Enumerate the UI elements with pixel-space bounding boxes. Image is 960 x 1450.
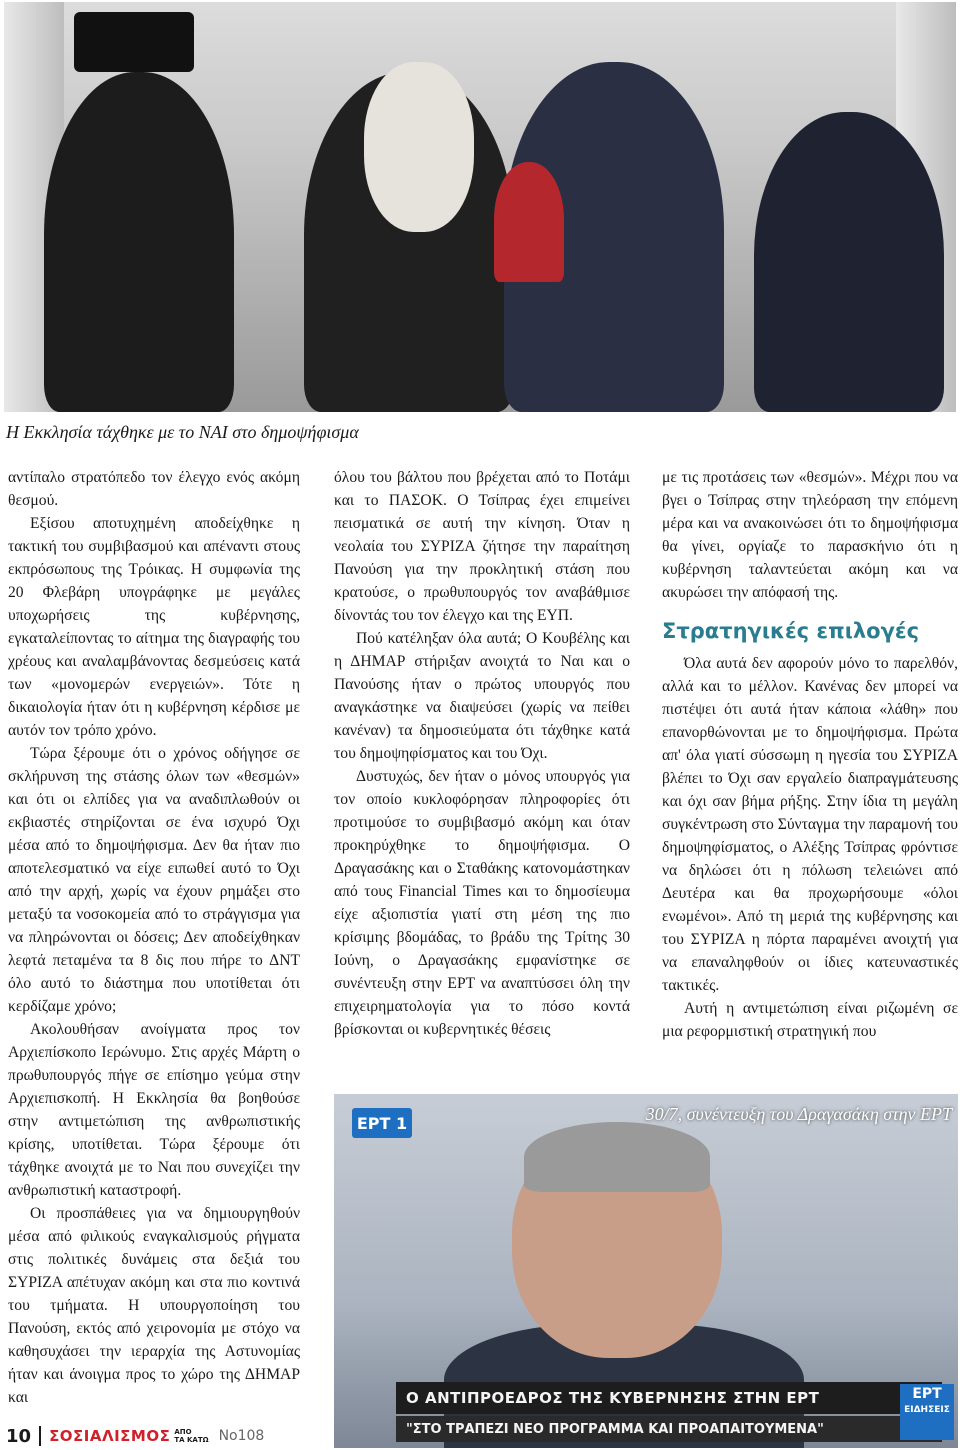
archbishop-beard — [364, 62, 474, 232]
man-right-figure — [754, 112, 944, 412]
red-shirt-figure — [494, 162, 564, 282]
paragraph: Οι προσπάθειες για να δημιουργηθούν μέσα από φιλικούς εναγκαλισμούς ρήγματα στις πολιτικές δυνάμεις στα δεξιά του ΣΥΡΙΖΑ απέτυχαν ακόμη και στα πιο κοντινά του τμήματα. Η υπουργοποίηση του Πανούση, εκτός από χειρονομία με στόχο να καθησυχάσει την ιεραρχία της Αστυνομίας ήταν και άνοιγμα προς το χώρο της ΔΗΜΑΡ και — [8, 1205, 300, 1406]
tv-hair — [524, 1122, 710, 1192]
tv-banner: Ο ΑΝΤΙΠΡΟΕΔΡΟΣ ΤΗΣ ΚΥΒΕΡΝΗΣΗΣ ΣΤΗΝ ΕΡΤ — [396, 1382, 942, 1414]
tv-photo — [334, 1094, 958, 1448]
tv-photo-caption: 30/7, συνέντευξη του Δραγασάκη στην ΕΡΤ — [645, 1104, 952, 1124]
tagline-line-2: ΤΑ ΚΑΤΩ — [174, 1436, 209, 1444]
tagline-line-1: ΑΠΟ — [174, 1428, 192, 1436]
issue-number: No108 — [218, 1428, 265, 1444]
ert-channel-logo: ΕΡΤ 1 — [352, 1108, 412, 1138]
tv-subtitle: "ΣΤΟ ΤΡΑΠΕΖΙ ΝΕΟ ΠΡΟΓΡΑΜΜΑ ΚΑΙ ΠΡΟΑΠΑΙΤΟΥΜΕΝΑ" — [396, 1416, 942, 1442]
footer-divider — [39, 1426, 41, 1446]
top-photo-caption: Η Εκκλησία τάχθηκε με το ΝΑΙ στο δημοψήφισμα — [6, 422, 359, 442]
paragraph: με τις προτάσεις των «θεσμών». Μέχρι που να βγει ο Τσίπρας στην τηλεόραση την επόμενη μέρα και να ανακοινώσει ότι το δημοψήφισμα θα γίνει, οργίαζε το παρασκήνιο ότι η κυβέρνηση ταλαντεύεται ακόμη και να ακυρώσει την απόφασή της. — [662, 469, 958, 601]
paragraph: Δυστυχώς, δεν ήταν ο μόνος υπουργός για τον οποίο κυκλοφόρησαν πληροφορίες ότι προτιμούσε το συμβιβασμό ακόμη και όταν προκηρύχθηκε το δημοψήφισμα. Ο Δραγασάκης και ο Σταθάκης κατονομάστηκαν από τους Financial Times και το δημοσίευμα είχε αξιοπιστία γιατί στη μέση της πιο κρίσιμης βδομάδας, το βράδυ της Τρίτης 30 Ιούνη, ο Δραγασάκης εμφανίστηκε σε συνέντευξη στην ΕΡΤ να αναπτύσσει όλη την επιχειρηματολογία για το πόσο κοντά βρίσκονται οι κυβερνητικές θέσεις — [334, 768, 630, 1038]
ert-corner-label: ΕΡΤ — [912, 1386, 942, 1402]
paragraph: Εξίσου αποτυχημένη αποδείχθηκε η τακτική του συμβιβασμού και απέναντι στους εκπρόσωπους της Τρόικας. Η συμφωνία της 20 Φλεβάρη υπογράφηκε με μεγάλες υποχωρήσεις της κυβέρνησης, εγκαταλείποντας το αίτημα της διαγραφής του χρέους και αναλαμβάνοντας δεσμεύσεις κατά των «μονομερών ενεργειών». Τότε η δικαιολογία ήταν ότι η κυβέρνηση κέρδισε με αυτόν τον τρόπο χρόνο. — [8, 515, 300, 739]
masthead-logo: ΣΟΣΙΑΛΙΣΜΟΣ — [49, 1427, 171, 1445]
ert-corner-logo — [900, 1384, 954, 1440]
paragraph: Ακολουθήσαν ανοίγματα προς τον Αρχιεπίσκοπο Ιερώνυμο. Στις αρχές Μάρτη ο πρωθυπουργός πήγε σε επίσημο γεύμα στην Αρχιεπισκοπή. Η Εκκλησία θα βοηθούσε στην αντιμετώπιση της ανθρωπιστικής κρίσης, υποτίθεται. Τώρα ξέρουμε ότι τάχθηκε ανοιχτά με το Ναι που συνεχίζει την ανθρωπιστική καταστροφή. — [8, 1021, 300, 1199]
ert-corner-sublabel: ΕΙΔΗΣΕΙΣ — [904, 1405, 950, 1415]
paragraph: Όλα αυτά δεν αφορούν μόνο το παρελθόν, αλλά και το μέλλον. Κανένας δεν μπορεί να πιστέψει ότι αυτά ήταν κάποια «λάθη» που επανορθώνονται με το δημοψήφισμα. Πρώτα απ' όλα γιατί σύσσωμη η ηγεσία του ΣΥΡΙΖΑ βλέπει το Όχι σαν εργαλείο διαπραγμάτευσης και όχι σαν βήμα ρήξης. Στην ίδια τη μεγάλη συγκέντρωση στο Σύνταγμα την παραμονή του δημοψηφίσματος, ο Αλέξης Τσίπρας φρόντισε να δηλώσει ότι η πόλωση τελειώνει από Δευτέρα και θα προχωρήσουμε «όλοι ενωμένοι». Από τη μεριά της κυβέρνησης και του ΣΥΡΙΖΑ η πόρτα παραμένει ανοιχτή για να επαναληφθούν οι ίδιες κατευναστικές τακτικές. — [662, 655, 958, 994]
page-footer — [6, 1424, 264, 1448]
paragraph: Αυτή η αντιμετώπιση είναι ριζωμένη σε μια ρεφορμιστική στρατηγική που — [662, 1000, 958, 1040]
priest-hat — [74, 12, 194, 72]
masthead-tagline — [174, 1428, 208, 1444]
section-heading: Στρατηγικές επιλογές — [662, 619, 920, 643]
top-photo — [4, 2, 956, 412]
paragraph: αντίπαλο στρατόπεδο τον έλεγχο ενός ακόμη θεσμού. — [8, 469, 300, 509]
column-1 — [8, 466, 300, 1409]
paragraph: Πού κατέληξαν όλα αυτά; Ο Κουβέλης και η ΔΗΜΑΡ στήριξαν ανοιχτά το Ναι και ο Πανούσης ήταν ο πρώτος υπουργός που αναγκάστηκε να διαψεύσει (χωρίς να πείθει κανέναν) τα δημοσιεύματα ότι τάχθηκε κατά του δημοψηφίσματος και του Όχι. — [334, 630, 630, 762]
priest-figure — [44, 72, 234, 412]
column-3 — [662, 466, 958, 1043]
column-2 — [334, 466, 630, 1041]
page-number: 10 — [6, 1425, 32, 1447]
paragraph: όλου του βάλτου που βρέχεται από το Ποτάμι και το ΠΑΣΟΚ. Ο Τσίπρας έχει επιμείνει πεισματικά σε αυτή την κίνηση. Όταν η νεολαία του ΣΥΡΙΖΑ ζήτησε την παραίτηση Πανούση για την προκλητική στάση που κρατούσε, ο πρωθυπουργός τον αναβάθμισε δίνοντάς του τον έλεγχο και της ΕΥΠ. — [334, 469, 630, 624]
paragraph: Τώρα ξέρουμε ότι ο χρόνος οδήγησε σε σκλήρυνση της στάσης όλων των «θεσμών» και ότι οι ελπίδες για να αναδιπλωθούν οι εκβιαστές στηρίζονται σε ένα ισχυρό Όχι μέσα από το δημοψήφισμα. Δεν θα ήταν πιο αποτελεσματικό να είχε ειπωθεί αυτό το Όχι από την αρχή, χωρίς να έχουν ρημάξει στο μεταξύ τα νοσοκομεία από το στράγγισμα για να πληρώνονται οι δόσεις; Δεν αποδείχθηκαν λεφτά πεταμένα τα 8 δις που πήρε το ΔΝΤ όλο αυτό το διάστημα που υποτίθεται ότι κερδίζαμε χρόνο; — [8, 745, 300, 1015]
